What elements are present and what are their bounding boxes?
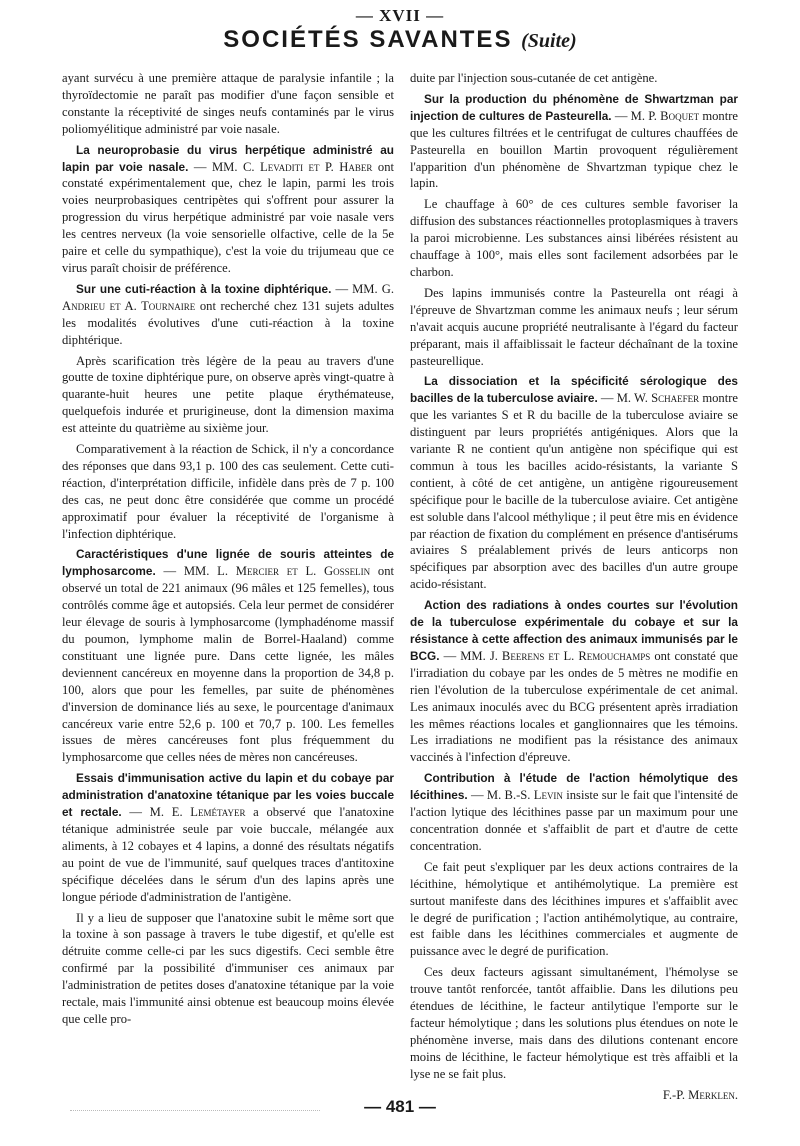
article-heading: Action des radiations à ondes courtes sur l'évolution de la tuberculose expérimentale du cobaye et sur la résistance à cette affection des animaux immunisés par le BCG. [410,598,738,663]
article-authors: — MM. G. Andrieu et A. Tournaire [62,281,394,313]
article-heading: Sur une cuti-réaction à la toxine diphtérique. [76,281,332,296]
article-heading: Essais d'immunisation active du lapin et du cobaye par administration d'anatoxine tétanique par les voies buccale et rectale. [62,771,394,820]
article-body: a observé que l'anatoxine tétanique administrée seule par voie buccale, mélangée aux aliments, à 12 cobayes et 4 lapins, a donné des résultats négatifs au point de vue de l'immunité, sauf quelques traces d'antitoxine spécifique décelées dans le sérum d'un des lapins après une longue période d'administration de l'antigène. [62,805,394,904]
article-body: ont recherché chez 131 sujets adultes les modalités évolutives d'une cuti-réaction à la toxine diphtérique. [62,298,394,347]
article-authors: — MM. C. Levaditi et P. Haber [193,159,373,174]
article-tuberculose-aviaire [410,373,738,593]
article-radiations [410,597,738,766]
article-lecithines [410,770,738,855]
article-neuroprobasie [62,142,394,277]
article-lymphosarcome [62,546,394,766]
article-authors: — M. E. Lemétayer [129,805,246,820]
article-heading: Contribution à l'étude de l'action hémolytique des lécithines. [410,771,738,803]
paragraph: Ce fait peut s'expliquer par les deux actions contraires de la lécithine, hémolytique et antihémolytique. La première est surtout manifeste dans des lécithines impures et s'affaiblit avec le degré de purification ; l'action antihémolytique, au contraire, est faible dans les lécithines commerciales et augmente de puissance avec le degré de purification. [410,859,738,959]
left-column [62,70,394,1032]
title-main: SOCIÉTÉS SAVANTES [223,26,513,53]
article-immunisation [62,770,394,905]
paragraph: Après scarification très légère de la peau au travers d'une goutte de toxine diphtérique pure, on observe après vingt-quatre à quarante-huit heures une petite plaque érythémateuse, quelquefois indurée et prurigineuse, dont la dimension maxima est atteinte du quatrième au sixième jour. [62,353,394,436]
article-body: ont constaté que l'irradiation du cobaye par les ondes de 5 mètres ne modifie en rien l'évolution de la tuberculose expérimentale de cet animal. Les animaux inoculés avec du BCG présentent après irradiation les mêmes réactions locales et ganglionnaires que les témoins. Les irradiations ne modifient pas la résistance des animaux vaccinés à l'infection d'épreuve. [410,648,738,765]
article-cuti-reaction [62,281,394,349]
page-number: — 481 — [364,1097,436,1116]
article-body: montre que les cultures filtrées et le centrifugat de cultures chauffées de Pasteurella en bouillon Martin provoquent régulièrement l'apparition d'un phénomène de Shvartzman typique chez le lapin. [410,108,738,191]
paragraph: duite par l'injection sous-cutanée de cet antigène. [410,71,658,85]
paragraph: Des lapins immunisés contre la Pasteurella ont réagi à l'épreuve de Shvartzman comme les animaux neufs ; leur sérum n'avait acquis aucune propriété neutralisante à l'égard du facteur préparant, mais il affaiblissait le facteur déchaînant de la toxine pasteurellique. [410,285,738,368]
article-body: insiste sur le fait que l'intensité de l'action lytique des lécithines passe par un maximum pour une concentration donnée et s'affaiblit de part et d'autre de cette concentration. [410,788,738,853]
article-authors: — M. B.-S. Levin [471,788,563,803]
title-suffix: (Suite) [521,30,577,52]
article-heading: La neuroprobasie du virus herpétique administré au lapin par voie nasale. [62,142,394,174]
article-shwartzman [410,91,738,192]
paragraph: Il y a lieu de supposer que l'anatoxine subit le même sort que la toxine à son passage à travers le tube digestif, et qu'elle est détruite comme celle-ci par les sucs digestifs. Ceci semble être confirmé par la possibilité d'immuniser ces animaux par l'administration de petites doses d'anatoxine tétanique par la voie rectale, mais l'immunité ainsi obtenue est beaucoup moins élevée que celle pro- [62,910,394,1026]
signature: F.-P. Merklen. [662,1087,738,1102]
article-authors: — M. P. Boquet [614,108,700,123]
article-body: ont observé un total de 221 animaux (96 mâles et 125 femelles), tous contrôlés comme âge et autopsiés. Cela leur permet de considérer leur élevage de souris à lymphosarcome (lymphadénome massif du poumon, lymphome malin de Borrel-Haaland) comme constituant une lignée pure. Dans cette lignée, les mâles deviennent cancéreux en moyenne dans la proportion de 34,8 p. 100, alors que pour les femelles, par suite de phénomènes d'inversion de dominance liés au sexe, le pourcentage d'animaux cancéreux varie entre 52,6 p. 100 et 70,7 p. 100. Les femelles issues de mères cancéreuses font plus fréquemment du lymphosarcome que celles nées de mères non cancéreuses. [62,564,394,765]
right-column [410,70,738,1103]
paragraph: Ces deux facteurs agissant simultanément, l'hémolyse se trouve tantôt renforcée, tantôt affaiblie. Dans les dilutions peu étendues de lécithine, le facteur antilytique l'emporte sur le facteur hémolytique ; dans les solutions plus étendues on note le phénomène inverse, mais dans des dilutions contenant encore moins de lécithine, le facteur hémolytique est très affaibli et la lyse ne se fait plus. [410,965,738,1081]
article-authors: — MM. J. Beerens et L. Remouchamps [443,648,651,663]
paragraph: Le chauffage à 60° de ces cultures semble favoriser la diffusion des substances réactionnelles protoplasmiques à travers la paroi microbienne. Les substances ainsi libérées résistent au chauffage à 100°, mais elles sont facilement adsorbées par le charbon. [410,197,738,279]
article-body: ont constaté expérimentalement que, chez le lapin, parmi les trois voies neurprobasiques centripètes qui s'offrent pour assurer la progression du virus herpétique administré par voie nasale vers les centres nerveux (la voie sensorielle olfactive, celle de la 5e paire et celle du sympathique), c'est la voie du trijumeau que ce virus paraît choisir de préférence. [62,159,394,275]
article-body: montre que les variantes S et R du bacille de la tuberculose aviaire se distinguent par leurs propriétés antigéniques. Alors que la variante R ne contient qu'un antigène non spécifique qui est commun à tous les bacilles acido-résistants, la variante S contient, à côté de cet antigène, un antigène rigoureusement spécifique pour le bacille de la tuberculose aviaire. Cet antigène est soluble dans l'alcool méthylique ; il peut être mis en évidence par réaction de fixation du complément en présence d'antisérums aviaires S préalablement privés de leurs anticorps non spécifiques par absorption avec des bacilles d'un autre groupe acido-résistant. [410,391,738,592]
paragraph: Comparativement à la réaction de Schick, il n'y a concordance des réponses que dans 93,1 p. 100 des cas seulement. Cette cuti-réaction, d'interprétation difficile, infidèle dans près de 7 p. 100 des cas, ne peut donc être considérée que comme un procédé approximatif pour évaluer la réceptivité de l'organisme à l'infection diphtérique. [62,442,394,541]
paragraph: ayant survécu à une première attaque de paralysie infantile ; la thyroïdectomie ne paraît pas modifier d'une façon sensible et constante la réceptivité de singes neufs contaminés par le virus poliomyélitique administré par voie nasale. [62,71,394,136]
article-heading: La dissociation et la spécificité sérologique des bacilles de la tuberculose aviaire. [410,374,738,406]
article-heading: Sur la production du phénomène de Shwartzman par injection de cultures de Pasteurella. [410,91,738,123]
article-authors: — MM. L. Mercier et L. Gosselin [163,564,371,579]
article-authors: — M. W. Schaefer [600,391,700,406]
page-roman-numeral: — XVII — [355,6,445,25]
article-heading: Caractéristiques d'une lignée de souris atteintes de lymphosarcome. [62,547,394,579]
page-title [0,26,800,54]
